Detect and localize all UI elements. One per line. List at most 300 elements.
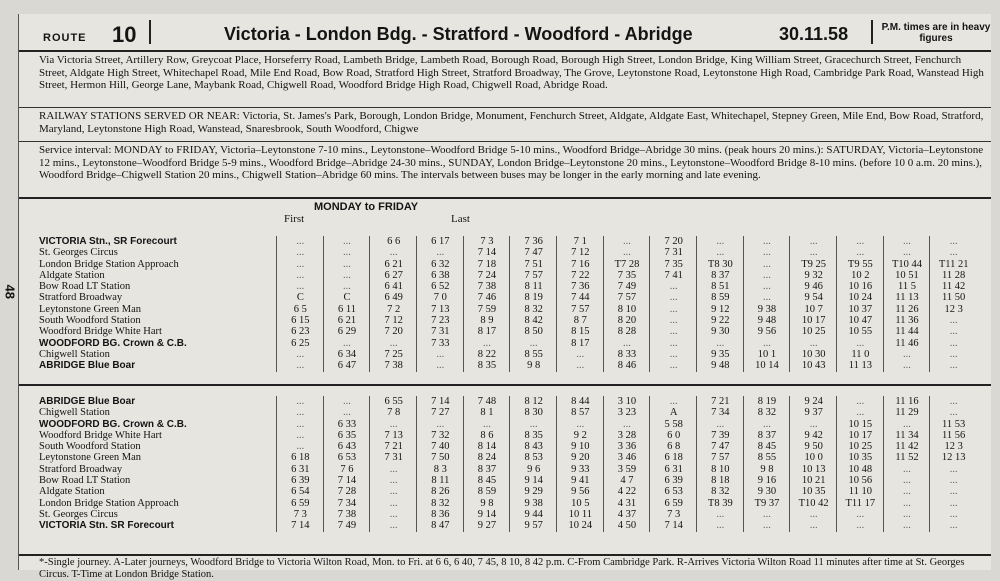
time-cell: T11 21 <box>938 258 969 270</box>
time-cell: 7 44 <box>571 292 590 304</box>
time-cell: 8 36 <box>431 508 450 520</box>
time-cell: 11 16 <box>895 396 919 407</box>
time-cell: 9 46 <box>804 281 823 293</box>
time-cell: ... <box>389 247 398 259</box>
service-interval: Service interval: MONDAY to FRIDAY, Victoria–Leytonstone 7-10 mins., Leytonstone–Woodford Bridge 5-10 mins., Woodford Bridge–Abridge 30 mins. (peak hours 20 mins.): SATURDAY, Victoria–Leytonstone 12 mins., Leytonstone–Woodford Bridge 5-9 mins., Woodford Bridge–Abridge 24-30 mins., SUNDAY, London Bridge–Leytonstone 20 mins., Leytonstone–Woodford Bridge 8-10 mins. (before 10 0 a.m. 20 mins.), Woodford Bridge–Chigwell Station 20 mins., Chigwell Station–Abridge 60 mins. The intervals between buses may be longer in the early morning and late evening. <box>39 144 984 181</box>
time-cell: ... <box>623 236 631 247</box>
time-cell: 4 22 <box>617 486 637 498</box>
time-cell: 11 50 <box>942 292 966 304</box>
time-cell: ... <box>763 337 771 349</box>
journey-column <box>509 396 557 532</box>
time-cell: ... <box>669 292 678 304</box>
time-cell: ... <box>389 486 398 498</box>
time-cell: 6 31 <box>664 463 683 475</box>
time-cell: 9 41 <box>571 475 590 487</box>
time-cell: 7 16 <box>571 258 590 270</box>
first-label: First <box>284 213 305 225</box>
time-cell: T10 42 <box>798 497 829 509</box>
time-cell: 9 2 <box>573 429 587 441</box>
time-cell: 6 53 <box>664 486 683 498</box>
time-cell: ... <box>623 418 631 430</box>
stop-name: St. Georges Circus <box>39 247 118 259</box>
time-cell: 6 33 <box>337 418 357 430</box>
time-cell: 7 14 <box>477 247 497 259</box>
time-cell: ... <box>903 418 911 430</box>
time-cell: ... <box>389 463 398 475</box>
time-cell: 8 35 <box>524 429 543 441</box>
time-cell: 10 24 <box>568 520 593 532</box>
divider <box>19 554 991 556</box>
time-cell: 9 24 <box>804 396 823 407</box>
time-cell: 7 35 <box>664 258 683 270</box>
time-cell: ... <box>903 475 911 487</box>
stop-name: Chigwell Station <box>39 407 110 419</box>
time-cell: 6 18 <box>291 452 310 464</box>
time-cell: 10 16 <box>848 281 873 293</box>
time-cell: 11 53 <box>942 418 966 430</box>
time-cell: 6 11 <box>337 303 356 315</box>
time-cell: ... <box>903 360 911 372</box>
time-cell: 6 27 <box>384 269 403 281</box>
journey-column <box>556 396 604 532</box>
time-cell: 9 48 <box>757 315 777 327</box>
time-cell: 8 37 <box>477 463 497 475</box>
time-cell: 8 19 <box>524 292 543 304</box>
journey-column <box>883 396 931 532</box>
time-cell: 7 31 <box>664 247 683 259</box>
stop-name: Chigwell Station <box>39 348 110 360</box>
time-cell: ... <box>483 418 491 430</box>
time-cell: ... <box>763 281 771 293</box>
journey-column <box>369 236 417 372</box>
time-cell: 8 28 <box>617 326 637 338</box>
time-cell: 9 35 <box>711 348 730 360</box>
time-cell: 8 11 <box>431 475 450 487</box>
time-cell: 8 55 <box>757 452 777 464</box>
time-cell: 7 57 <box>617 292 637 304</box>
time-cell: 7 12 <box>384 315 403 327</box>
time-cell: 8 46 <box>617 360 637 372</box>
time-cell: 6 6 <box>387 236 401 247</box>
time-cell: 7 0 <box>433 292 447 304</box>
time-cell: T9 37 <box>754 497 780 509</box>
time-cell: 11 52 <box>895 452 919 464</box>
time-cell: 7 32 <box>431 429 450 441</box>
stop-name: London Bridge Station Approach <box>39 258 179 270</box>
time-cell: 10 15 <box>848 418 873 430</box>
time-cell: 9 50 <box>804 441 823 453</box>
time-cell: 8 10 <box>617 303 637 315</box>
time-cell: 7 39 <box>711 429 730 441</box>
stop-name: Leytonstone Green Man <box>39 452 142 464</box>
time-cell: 8 26 <box>431 486 450 498</box>
time-cell: 11 0 <box>851 348 870 360</box>
time-cell: ... <box>809 247 818 259</box>
journey-column <box>929 236 977 372</box>
time-cell: ... <box>856 247 865 259</box>
time-cell: 9 6 <box>527 463 541 475</box>
time-cell: 10 0 <box>804 452 823 464</box>
time-cell: ... <box>343 337 351 349</box>
time-cell: 8 45 <box>757 441 777 453</box>
via-description: Via Victoria Street, Artillery Row, Greycoat Place, Horseferry Road, Lambeth Bridge, Lambeth Road, Borough Road, Borough High Street, London Bridge, King William Street, Gracechurch Street, Fenchurch Street, Aldgate High Street, Whitechapel Road, Mile End Road, Bow Road, Stratford High Street, Stratford Broadway, The Grove, Leytonstone Road, Leytonstone High Road, Cambridge Park Road, Wanstead High Street, Hermon Hill, George Lane, Maybank Road, Chigwell Road, Woodford Bridge High Road, Chigwell Road, Abridge Road. <box>39 54 984 91</box>
time-cell: 7 38 <box>384 360 403 372</box>
time-cell: ... <box>669 348 678 360</box>
time-cell: 11 13 <box>895 292 919 304</box>
time-cell: 10 35 <box>848 452 873 464</box>
time-cell: ... <box>436 247 445 259</box>
time-cell: 9 27 <box>477 520 497 532</box>
time-cell: 6 54 <box>291 486 310 498</box>
time-cell: 11 42 <box>895 441 919 453</box>
time-cell: 7 25 <box>384 348 403 360</box>
time-cell: ... <box>669 303 678 315</box>
time-cell: ... <box>716 508 725 520</box>
time-cell: ... <box>763 520 771 532</box>
journey-column <box>743 236 791 372</box>
time-cell: 7 46 <box>477 292 497 304</box>
stop-name: London Bridge Station Approach <box>39 497 179 509</box>
stop-name: Bow Road LT Station <box>39 281 131 293</box>
time-cell: 9 48 <box>711 360 730 372</box>
time-cell: ... <box>949 475 958 487</box>
time-cell: 6 25 <box>291 337 310 349</box>
time-cell: 7 27 <box>431 407 450 419</box>
time-cell: 7 21 <box>384 441 403 453</box>
time-cell: 8 37 <box>711 269 730 281</box>
time-cell: 7 34 <box>711 407 730 419</box>
time-cell: 7 47 <box>524 247 543 259</box>
time-cell: 7 34 <box>337 497 357 509</box>
time-cell: ... <box>809 236 818 247</box>
time-cell: 3 10 <box>617 396 637 407</box>
time-cell: 8 19 <box>757 396 777 407</box>
time-cell: T8 30 <box>707 258 733 270</box>
time-cell: 7 24 <box>477 269 497 281</box>
time-cell: 8 35 <box>477 360 497 372</box>
time-cell: 8 32 <box>711 486 730 498</box>
journey-column <box>789 236 837 372</box>
time-cell: A <box>669 407 678 419</box>
time-cell: 8 50 <box>524 326 543 338</box>
time-cell: 10 25 <box>848 441 873 453</box>
time-cell: ... <box>389 508 398 520</box>
time-cell: ... <box>856 508 865 520</box>
time-cell: 11 28 <box>942 269 966 281</box>
header-divider <box>149 20 151 44</box>
stop-name: St. Georges Circus <box>39 508 118 520</box>
divider <box>19 197 991 199</box>
time-cell: 8 9 <box>480 315 494 327</box>
time-cell: 8 47 <box>431 520 450 532</box>
time-cell: 6 52 <box>431 281 450 293</box>
route-label: ROUTE <box>43 32 87 44</box>
journey-column <box>743 396 791 532</box>
journey-column <box>883 236 931 372</box>
time-cell: ... <box>903 520 911 532</box>
time-cell: 7 57 <box>524 269 543 281</box>
time-cell: 7 23 <box>431 315 450 327</box>
time-cell: 7 28 <box>337 486 357 498</box>
time-cell: 9 42 <box>804 429 823 441</box>
time-cell: 8 33 <box>617 348 637 360</box>
time-cell: 8 1 <box>480 407 494 419</box>
time-cell: 4 7 <box>620 475 634 487</box>
time-cell: 9 16 <box>757 475 777 487</box>
time-cell: ... <box>809 337 818 349</box>
time-cell: 9 14 <box>477 508 497 520</box>
time-cell: 6 55 <box>384 396 403 407</box>
stop-name: Aldgate Station <box>39 486 105 498</box>
journey-column <box>463 236 511 372</box>
time-cell: ... <box>949 337 958 349</box>
time-cell: 7 40 <box>431 441 450 453</box>
time-cell: 7 33 <box>431 337 450 349</box>
time-cell: 6 38 <box>431 269 450 281</box>
time-cell: ... <box>296 247 305 259</box>
time-cell: 9 56 <box>757 326 777 338</box>
time-cell: 8 17 <box>477 326 497 338</box>
time-cell: ... <box>296 441 305 453</box>
time-cell: 7 38 <box>477 281 497 293</box>
time-cell: 6 32 <box>431 258 450 270</box>
time-cell: 8 55 <box>524 348 543 360</box>
time-cell: ... <box>669 337 678 349</box>
railway-stations: RAILWAY STATIONS SERVED OR NEAR: Victoria, St. James's Park, Borough, London Bridge, Monument, Fenchurch Street, Aldgate, Aldgate East, Whitechapel, Stepney Green, Mile End, Bow Road, Stratford, Maryland, Leytonstone High Road, Wanstead, Snaresbrook, South Woodford, Chigwe <box>39 110 984 135</box>
time-cell: ... <box>669 396 678 407</box>
time-cell: 7 3 <box>667 508 681 520</box>
time-cell: 11 56 <box>942 429 966 441</box>
time-cell: ... <box>436 348 445 360</box>
time-cell: ... <box>856 396 865 407</box>
time-cell: 11 44 <box>895 326 919 338</box>
time-cell: ... <box>949 520 958 532</box>
time-cell: ... <box>809 508 818 520</box>
time-cell: 7 12 <box>571 247 590 259</box>
time-cell: 10 55 <box>848 326 873 338</box>
time-cell: ... <box>389 337 398 349</box>
time-cell: 3 46 <box>617 452 637 464</box>
time-cell: 9 8 <box>480 497 494 509</box>
journey-column <box>603 236 651 372</box>
time-cell: 7 41 <box>664 269 683 281</box>
time-cell: T9 55 <box>847 258 873 270</box>
time-cell: ... <box>949 236 958 247</box>
time-cell: 8 20 <box>617 315 637 327</box>
time-cell: 8 32 <box>524 303 543 315</box>
stop-name: VICTORIA Stn., SR Forecourt <box>39 236 177 247</box>
time-cell: 9 38 <box>757 303 777 315</box>
time-cell: 7 6 <box>340 463 354 475</box>
journey-column <box>836 396 884 532</box>
time-cell: 9 33 <box>571 463 590 475</box>
time-cell: 8 43 <box>524 441 543 453</box>
time-cell: 7 14 <box>291 520 310 532</box>
time-cell: ... <box>343 236 351 247</box>
time-cell: 8 15 <box>571 326 590 338</box>
time-cell: 6 39 <box>664 475 683 487</box>
time-cell: 9 12 <box>711 303 730 315</box>
time-cell: 7 1 <box>573 236 587 247</box>
time-cell: 6 8 <box>667 441 681 453</box>
time-cell: 7 36 <box>524 236 543 247</box>
time-cell: ... <box>576 360 585 372</box>
journey-column <box>836 236 884 372</box>
time-cell: 6 21 <box>337 315 357 327</box>
journey-column <box>509 236 557 372</box>
time-cell: ... <box>809 520 818 532</box>
time-cell: 10 37 <box>848 303 873 315</box>
last-label: Last <box>451 213 470 225</box>
time-cell: 7 3 <box>293 508 307 520</box>
time-cell: 11 46 <box>895 337 919 349</box>
time-cell: ... <box>483 337 491 349</box>
time-cell: 10 5 <box>571 497 590 509</box>
time-cell: 3 23 <box>617 407 637 419</box>
time-cell: 6 34 <box>337 348 357 360</box>
time-cell: 9 57 <box>524 520 543 532</box>
time-cell: 8 6 <box>480 429 494 441</box>
time-cell: 3 28 <box>617 429 637 441</box>
journey-column <box>603 396 651 532</box>
time-cell: T7 28 <box>614 258 640 270</box>
time-cell: 9 30 <box>711 326 730 338</box>
time-cell: ... <box>949 396 958 407</box>
time-cell: 11 42 <box>942 281 966 293</box>
time-cell: ... <box>296 360 305 372</box>
pm-times-note: P.M. times are in heavy figures <box>881 22 991 44</box>
time-cell: 7 31 <box>384 452 403 464</box>
stop-name: Stratford Broadway <box>39 463 123 475</box>
time-cell: 10 56 <box>848 475 873 487</box>
time-cell: 6 21 <box>384 258 403 270</box>
time-cell: ... <box>856 520 865 532</box>
time-cell: 7 59 <box>477 303 497 315</box>
time-cell: C <box>296 292 304 304</box>
time-cell: ... <box>669 326 678 338</box>
time-cell: ... <box>763 236 771 247</box>
time-cell: 11 26 <box>895 303 919 315</box>
time-cell: ... <box>716 418 725 430</box>
time-cell: ... <box>763 247 771 259</box>
stop-name: Leytonstone Green Man <box>39 303 142 315</box>
time-cell: 8 59 <box>477 486 497 498</box>
time-cell: 10 2 <box>851 269 870 281</box>
time-cell: 4 50 <box>617 520 637 532</box>
page-number: 48 <box>2 284 18 299</box>
time-cell: 11 34 <box>895 429 919 441</box>
time-cell: T9 25 <box>801 258 827 270</box>
time-cell: 10 17 <box>801 315 826 327</box>
schedule-heading: MONDAY to FRIDAY <box>314 201 419 213</box>
header-bar <box>19 14 991 52</box>
time-cell: 7 50 <box>431 452 450 464</box>
journey-column <box>929 396 977 532</box>
time-cell: 6 23 <box>291 326 310 338</box>
time-cell: 7 57 <box>571 303 590 315</box>
time-cell: ... <box>949 497 958 509</box>
time-cell: ... <box>856 236 865 247</box>
time-cell: ... <box>669 281 678 293</box>
time-cell: ... <box>296 396 305 407</box>
section-divider <box>19 384 991 386</box>
time-cell: 8 12 <box>524 396 543 407</box>
time-cell: 7 36 <box>571 281 590 293</box>
time-cell: 7 47 <box>711 441 730 453</box>
time-cell: ... <box>949 486 958 498</box>
time-cell: 10 30 <box>801 348 826 360</box>
time-cell: 8 42 <box>524 315 543 327</box>
time-cell: 6 31 <box>291 463 310 475</box>
time-cell: 8 24 <box>477 452 497 464</box>
time-cell: 7 20 <box>664 236 683 247</box>
time-cell: ... <box>903 486 911 498</box>
stop-name: VICTORIA Stn. SR Forecourt <box>39 520 175 532</box>
time-cell: T8 39 <box>707 497 733 509</box>
header-divider <box>871 20 873 44</box>
time-cell: 6 53 <box>337 452 357 464</box>
time-cell: 8 44 <box>571 396 590 407</box>
time-cell: ... <box>343 269 351 281</box>
time-cell: 9 20 <box>571 452 590 464</box>
time-cell: 6 41 <box>384 281 403 293</box>
time-cell: ... <box>763 269 771 281</box>
time-cell: 6 5 <box>293 303 307 315</box>
time-cell: 10 17 <box>848 429 873 441</box>
time-cell: ... <box>296 258 305 270</box>
time-cell: ... <box>903 463 911 475</box>
time-cell: 6 15 <box>291 315 310 327</box>
time-cell: 7 8 <box>387 407 401 419</box>
time-cell: 12 3 <box>944 303 963 315</box>
journey-column <box>416 236 464 372</box>
time-cell: 7 18 <box>477 258 497 270</box>
stop-name: South Woodford Station <box>39 441 141 453</box>
time-cell: 9 10 <box>571 441 590 453</box>
time-cell: 10 13 <box>801 463 826 475</box>
time-cell: ... <box>389 418 398 430</box>
stop-name: WOODFORD BG. Crown & C.B. <box>39 418 187 430</box>
time-cell: 9 54 <box>804 292 823 304</box>
time-cell: ... <box>343 281 351 293</box>
time-cell: 11 10 <box>848 486 872 498</box>
divider <box>19 107 991 108</box>
time-cell: ... <box>949 247 958 259</box>
time-cell: 5 58 <box>664 418 683 430</box>
time-cell: ... <box>343 407 351 419</box>
time-cell: 10 35 <box>801 486 826 498</box>
journey-column <box>369 396 417 532</box>
time-cell: 7 13 <box>431 303 450 315</box>
time-cell: 10 51 <box>895 269 919 281</box>
stop-name: ABRIDGE Blue Boar <box>39 360 136 372</box>
journey-column <box>649 396 697 532</box>
time-cell: ... <box>809 418 818 430</box>
time-cell: ... <box>389 475 398 487</box>
journey-column <box>696 396 744 532</box>
time-cell: 8 10 <box>711 463 730 475</box>
stop-name: Stratford Broadway <box>39 292 123 304</box>
journey-column <box>276 236 324 372</box>
time-cell: 6 35 <box>337 429 357 441</box>
time-cell: ... <box>576 348 585 360</box>
time-cell: 9 38 <box>524 497 543 509</box>
time-cell: 8 37 <box>757 429 777 441</box>
time-cell: 10 14 <box>755 360 779 372</box>
time-cell: ... <box>716 236 725 247</box>
time-cell: ... <box>623 337 631 349</box>
time-cell: 8 53 <box>524 452 543 464</box>
